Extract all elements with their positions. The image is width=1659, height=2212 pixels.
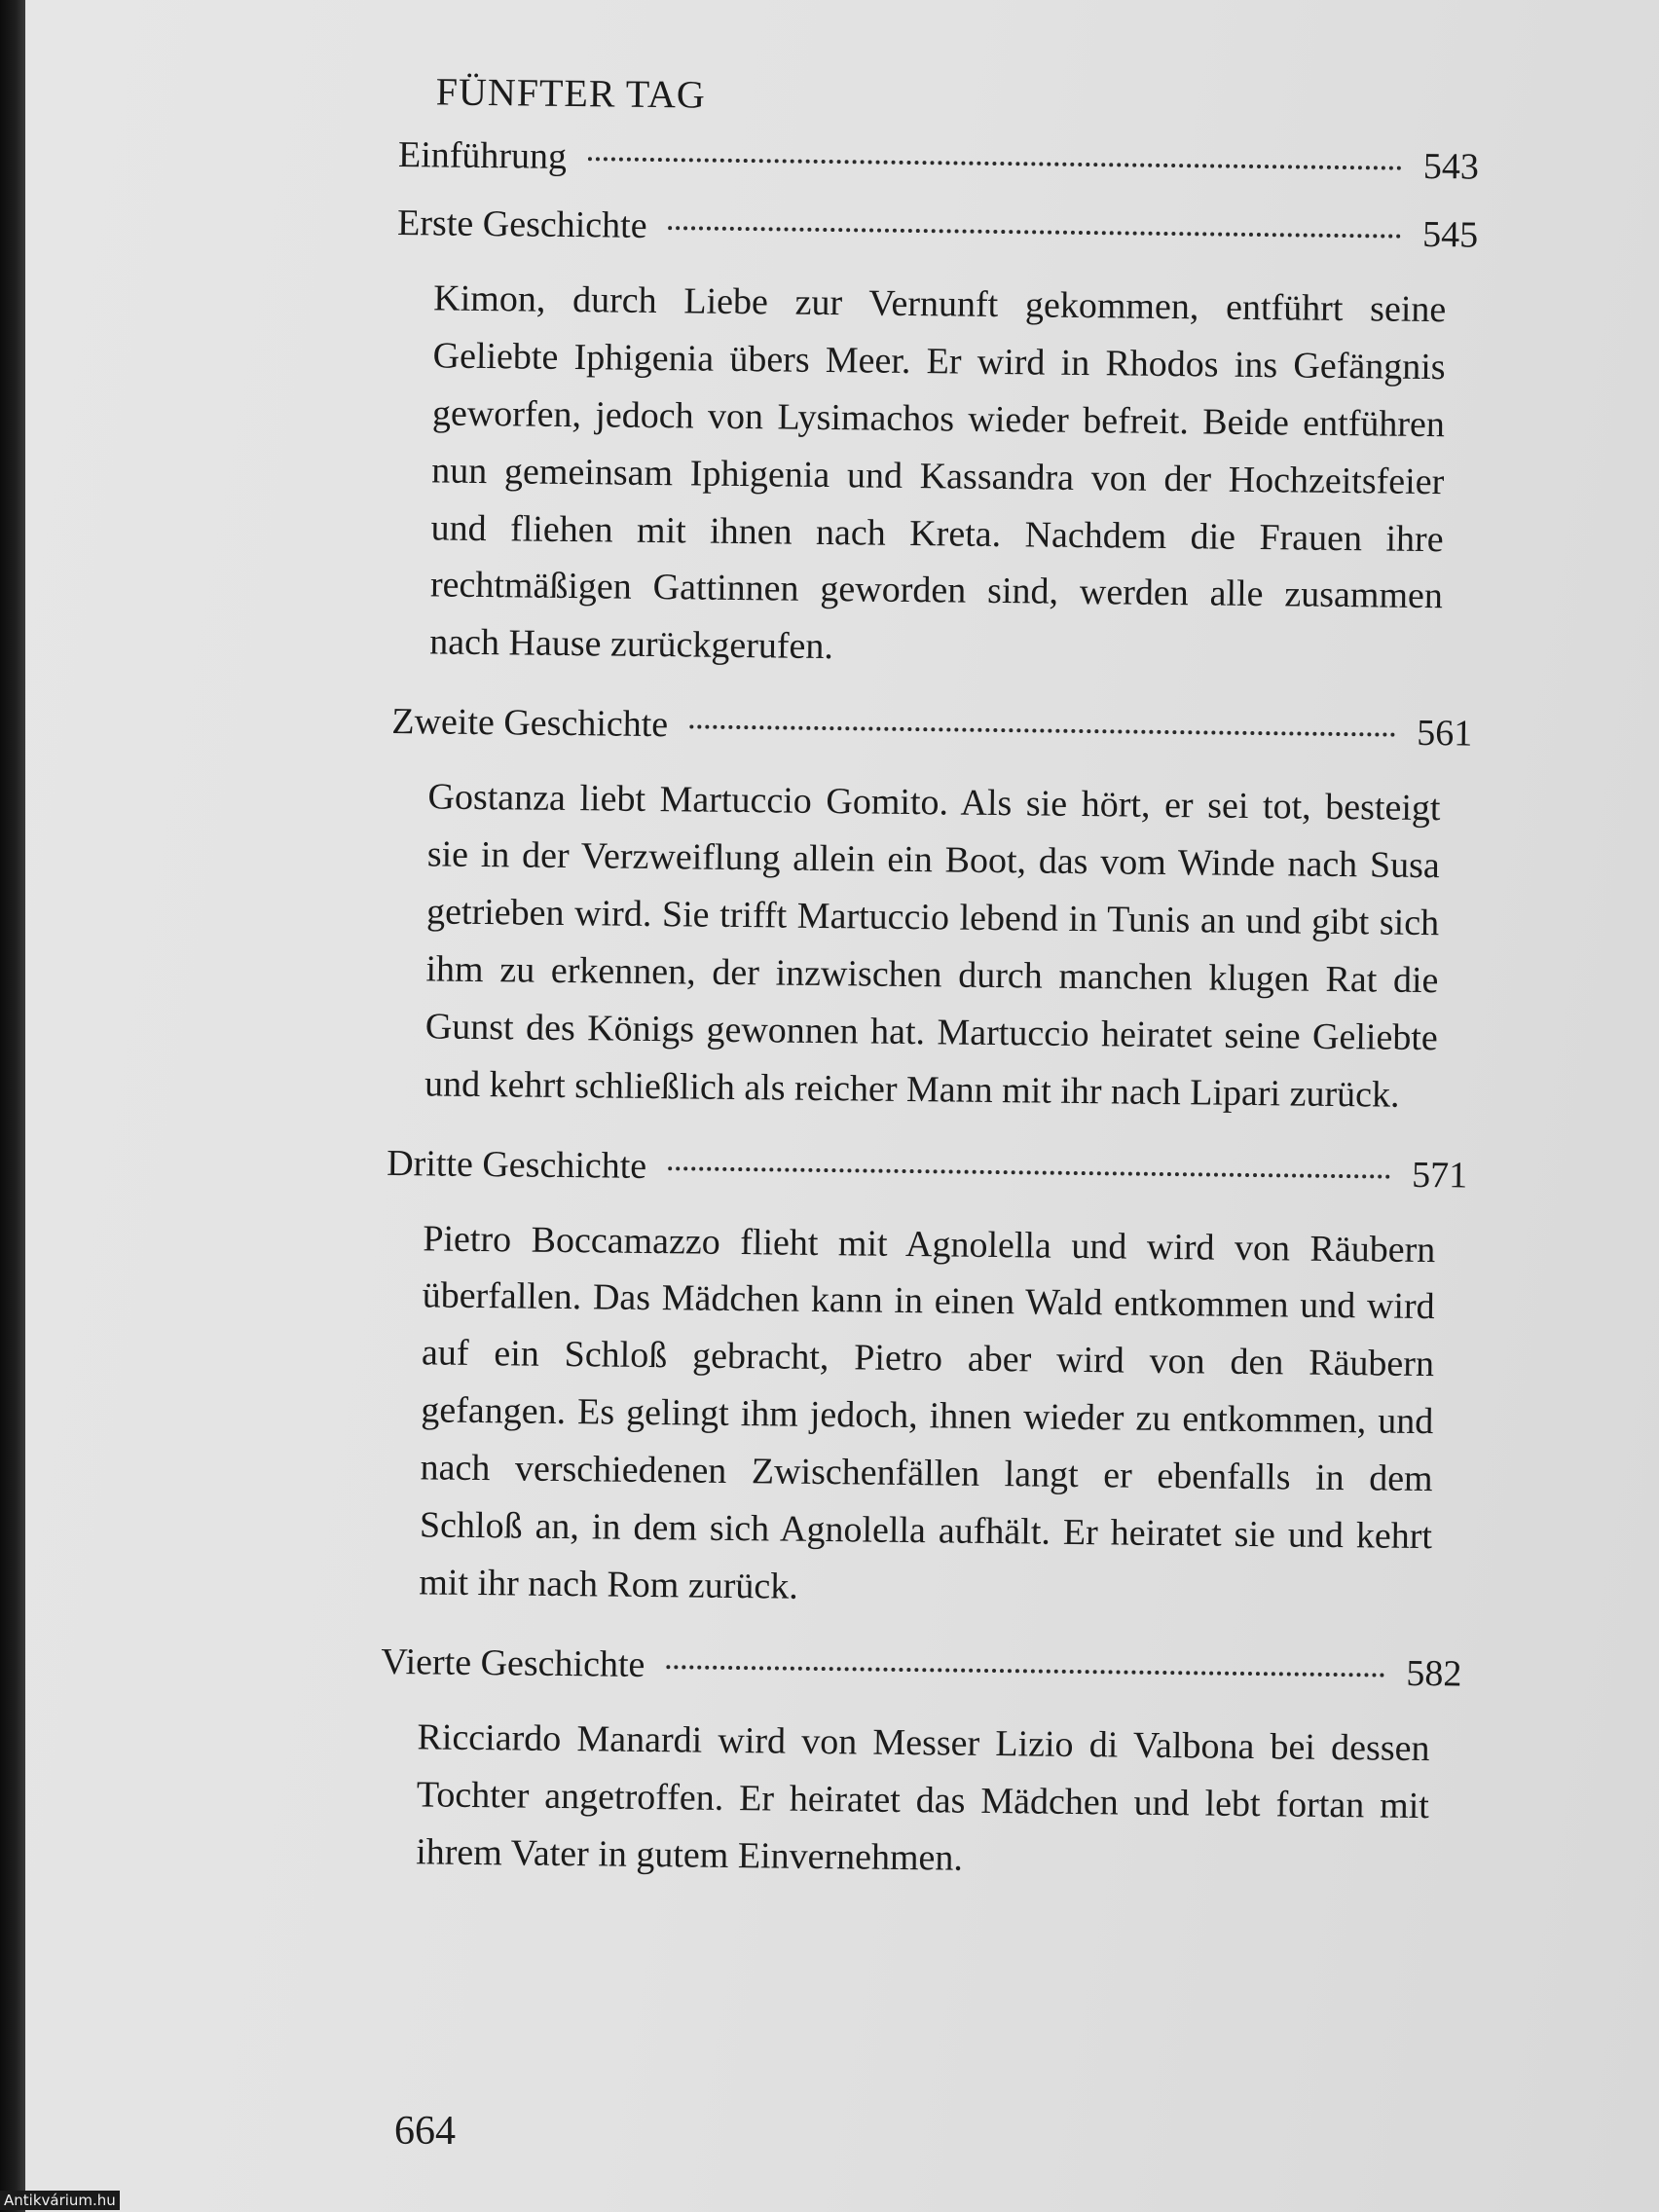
- toc-entry: [391, 700, 1472, 756]
- toc-entry: [387, 1142, 1467, 1198]
- dot-leader: [669, 225, 1402, 239]
- toc-entry-label: Erste Geschichte: [396, 202, 647, 246]
- book-binding: [0, 0, 25, 2212]
- section-title: FÜNFTER TAG: [435, 69, 707, 117]
- dot-leader: [668, 1165, 1390, 1178]
- dot-leader: [666, 1664, 1384, 1677]
- toc-entry: [397, 202, 1478, 257]
- dot-leader: [588, 156, 1402, 169]
- table-of-contents: [379, 68, 1480, 1922]
- toc-entry-label: Einführung: [397, 133, 568, 177]
- dot-leader: [689, 724, 1395, 737]
- toc-entry-label: Zweite Geschichte: [391, 701, 669, 746]
- toc-entry-label: Vierte Geschichte: [381, 1641, 645, 1685]
- toc-entry-page: 582: [1406, 1652, 1462, 1695]
- toc-entry-page: 561: [1417, 713, 1473, 755]
- toc-entry-page: 543: [1422, 145, 1480, 188]
- toc-entry-summary: Ricciardo Manardi wird von Messer Lizio di Valbona bei dessen Tochter angetroffen. Er heiratet das Mädchen und lebt fortan mit ihrem Vater in gutem Einvernehmen.: [415, 1716, 1430, 1879]
- page-number: 664: [394, 2109, 456, 2154]
- watermark: Antikvárium.hu: [0, 2191, 120, 2210]
- toc-entry: [398, 133, 1479, 189]
- toc-entry-summary: Kimon, durch Liebe zur Vernunft gekommen, entführt seine Geliebte Iphigenia übers Meer. Er wird in Rhodos ins Gefängnis geworfen, jedoch von Lysimachos wieder befreit. Beide entführen nun gemeinsam Iphigenia und Kassandra von der Hochzeitsfeier und fliehen mit ihnen nach Kreta. Nachdem die Frauen ihre rechtmäßigen Gattinnen geworden sind, werden alle zusammen nach Hause zurückgerufen.: [429, 277, 1447, 668]
- toc-entry-page: 545: [1421, 213, 1479, 256]
- toc-entry: [381, 1641, 1461, 1696]
- toc-entry-summary: Gostanza liebt Martuccio Gomito. Als sie hört, er sei tot, besteigt sie in der Verzweiflung allein ein Boot, das vom Winde nach Susa getrieben wird. Sie trifft Martuccio lebend in Tunis an und gibt sich ihm zu erkennen, der inzwischen durch manchen klugen Rat die Gunst des Königs gewonnen hat. Martuccio heiratet seine Geliebte und kehrt schließlich als reicher Mann mit ihr nach Lipari zurück.: [424, 776, 1441, 1116]
- toc-entry-label: Dritte Geschichte: [387, 1142, 647, 1187]
- toc-entry-summary: Pietro Boccamazzo flieht mit Agnolella und wird von Räubern überfallen. Das Mädchen kann in einen Wald entkommen und wird auf ein Schloß gebracht, Pietro aber wird von den Räubern gefangen. Es gelingt ihm jedoch, ihnen wieder zu entkommen, und nach verschiedenen Zwischenfällen langt er ebenfalls in dem Schloß an, in dem sich Agnolella aufhält. Er heiratet sie und kehrt mit ihr nach Rom zurück.: [419, 1217, 1436, 1607]
- toc-entry-page: 571: [1411, 1154, 1468, 1197]
